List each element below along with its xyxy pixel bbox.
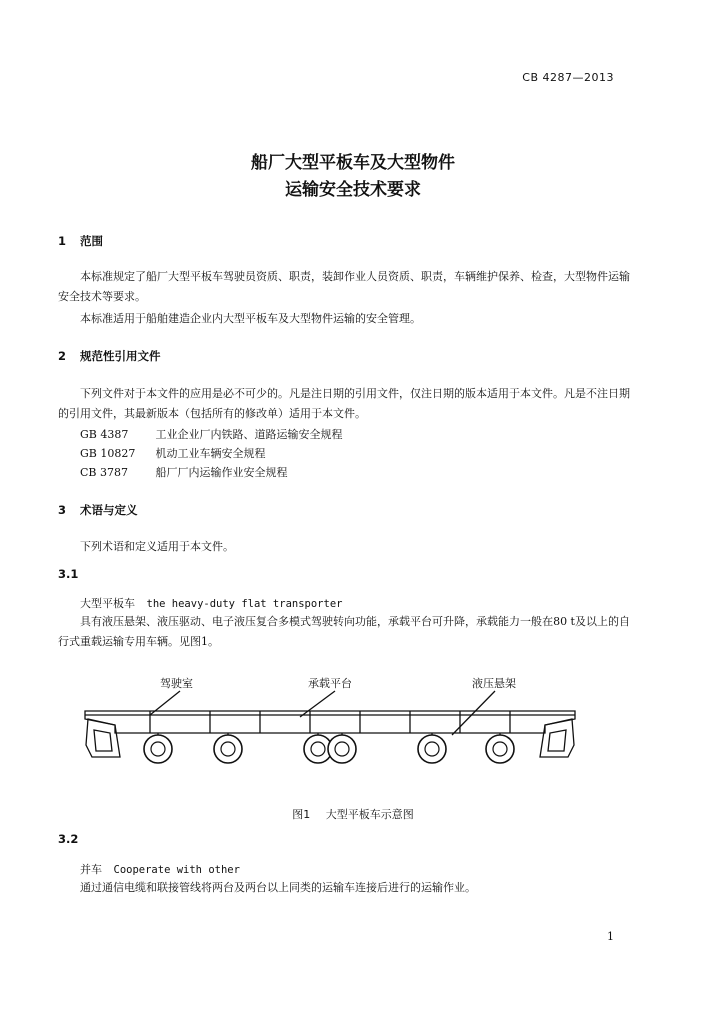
- page-number: 1: [607, 930, 614, 943]
- figure-caption-number: 图1: [292, 808, 311, 821]
- section-2-intro: 下列文件对于本文件的应用是必不可少的。凡是注日期的引用文件，仅注日期的版本适用于本文件。凡是不注日期的引用文件，其最新版本（包括所有的修改单）适用于本文件。: [58, 387, 630, 420]
- figure-caption-text: 大型平板车示意图: [325, 808, 414, 821]
- section-1-number: 1: [58, 234, 67, 248]
- reference-code: GB 4387: [80, 428, 129, 441]
- term-3-1-cn: 大型平板车: [80, 597, 135, 610]
- section-3-title: 术语与定义: [80, 503, 138, 517]
- subsection-3-1-number: 3.1: [58, 567, 79, 581]
- standard-code: CB 4287—2013: [522, 71, 614, 84]
- section-2-title: 规范性引用文件: [80, 349, 161, 363]
- term-3-2: [80, 861, 240, 877]
- section-3-intro: 下列术语和定义适用于本文件。: [80, 540, 234, 553]
- flat-transporter-figure: [80, 675, 580, 800]
- figure-label-suspension: 液压悬架: [472, 677, 516, 690]
- term-3-1: [80, 595, 342, 611]
- reference-code: CB 3787: [80, 466, 128, 479]
- section-3-number: 3: [58, 503, 67, 517]
- subsection-3-2-number: 3.2: [58, 832, 79, 846]
- term-3-1-definition: 具有液压悬架、液压驱动、电子液压复合多模式驾驶转向功能，承载平台可升降，承载能力一般在80 t及以上的自行式重载运输专用车辆。见图1。: [58, 615, 630, 648]
- reference-item: [80, 464, 288, 480]
- reference-title: 机动工业车辆安全规程: [155, 447, 266, 460]
- reference-item: [80, 445, 266, 461]
- reference-item: [80, 426, 343, 442]
- transporter-drawing: [80, 675, 580, 800]
- figure-label-platform: 承载平台: [308, 677, 352, 690]
- term-3-2-definition: 通过通信电缆和联接管线将两台及两台以上同类的运输车连接后进行的运输作业。: [80, 881, 476, 894]
- section-3-heading: [58, 502, 138, 518]
- section-2-heading: [58, 348, 161, 364]
- figure-label-cab: 驾驶室: [160, 677, 193, 690]
- document-title-line-2: 运输安全技术要求: [285, 180, 421, 200]
- reference-code: GB 10827: [80, 447, 136, 460]
- term-3-1-en: the heavy-duty flat transporter: [146, 598, 343, 610]
- term-3-2-en: Cooperate with other: [113, 864, 240, 876]
- document-title-line-1: 船厂大型平板车及大型物件: [251, 153, 455, 173]
- reference-title: 船厂厂内运输作业安全规程: [155, 466, 288, 479]
- figure-caption: [0, 806, 706, 822]
- section-1-paragraph-1: 本标准规定了船厂大型平板车驾驶员资质、职责，装卸作业人员资质、职责，车辆维护保养、检查，大型物件运输安全技术等要求。: [58, 270, 630, 303]
- section-2-number: 2: [58, 349, 67, 363]
- term-3-2-cn: 并车: [80, 863, 102, 876]
- section-1-title: 范围: [80, 234, 104, 248]
- section-1-heading: [58, 233, 103, 249]
- reference-title: 工业企业厂内铁路、道路运输安全规程: [155, 428, 343, 441]
- section-1-paragraph-2: 本标准适用于船舶建造企业内大型平板车及大型物件运输的安全管理。: [80, 312, 421, 325]
